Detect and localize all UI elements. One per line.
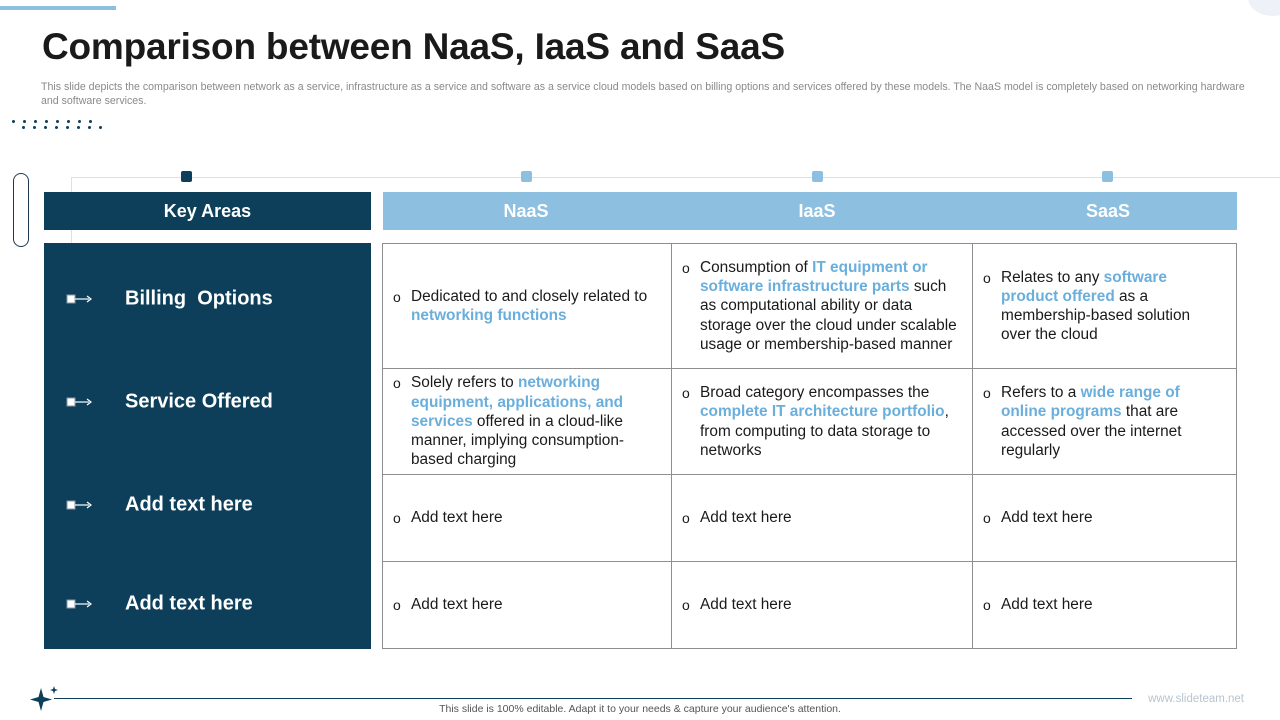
table-cell [383,369,672,475]
cell-text [672,595,806,614]
cell-text-segment: Solely refers to [411,374,518,392]
timeline-marker-naas [521,171,532,182]
cell-text-segment: Add text here [700,509,792,527]
cell-text [672,508,806,527]
cell-text-segment: Add text here [700,596,792,614]
top-accent-bar [0,6,116,10]
cell-text [973,595,1107,614]
arrow-bullet-icon [66,293,94,305]
column-header-saas: SaaS [1085,201,1131,221]
dot [44,126,47,129]
highlighted-text: networking equipment, applications, and services [411,374,624,430]
cell-text-segment: that are accessed over the internet regularly [1001,403,1182,459]
dot [66,126,69,129]
cell-text-segment: Relates to any [1001,268,1104,286]
timeline-marker-iaas [812,171,823,182]
slide-subtitle: This slide depicts the comparison between network as a service, infrastructure as a service and software as a service cloud models based on billing options and services offered by these models. The NaaS model is completely based on networking hardware and software services. [41,81,1245,107]
table-cell [383,475,672,562]
table-cell [672,244,973,369]
cell-text-segment: Dedicated to and closely related to [411,287,648,305]
table-cell [672,475,973,562]
dot [99,126,102,129]
dot [88,126,91,129]
table-cell [973,244,1237,369]
arrow-bullet-icon [66,499,94,511]
corner-decoration [1248,0,1280,16]
key-area-label: Service Offered [125,390,273,413]
dot [45,120,48,123]
table-cell [383,244,672,369]
cell-text [383,508,517,527]
highlighted-text: networking functions [411,307,567,324]
cell-text [973,268,1237,345]
cell-text-segment: offered in a cloud-like manner, implying consumption-based charging [411,412,625,469]
dot [12,120,15,123]
column-header-bar [383,192,1237,230]
cell-text-segment: Add text here [411,596,503,614]
highlighted-text: complete IT architecture portfolio [700,403,945,421]
pill-decoration [13,173,29,247]
footer-divider [54,698,1132,699]
table-cell [973,369,1237,475]
dot [56,120,59,123]
cell-text [973,383,1237,460]
highlighted-text: IT equipment or software infrastructure parts [700,258,928,296]
key-area-label: Add text here [125,592,253,615]
footer-note: This slide is 100% editable. Adapt it to your needs & capture your audience's attention. [439,703,841,715]
dot [78,120,81,123]
cell-text [672,258,972,354]
cell-text [973,508,1107,527]
timeline-marker-saas [1102,171,1113,182]
dot [34,120,37,123]
dot [23,120,26,123]
slide-title: Comparison between NaaS, IaaS and SaaS [42,26,785,67]
dot-pattern-decoration [12,120,104,136]
table-cell [383,562,672,648]
cell-text [383,373,671,469]
table-cell [973,475,1237,562]
key-area-label: Add text here [125,493,253,516]
comparison-table [382,243,1237,649]
timeline-horizontal-line [72,177,1280,178]
cell-text-segment: such as computational ability or data storage over the cloud under scalable usage or membership-based manner [700,278,957,353]
dot [67,120,70,123]
table-cell [973,562,1237,648]
dot [89,120,92,123]
key-areas-header: Key Areas [44,192,371,230]
table-cell [672,369,973,475]
cell-text-segment: as a membership-based solution over the cloud [1001,287,1191,344]
dot [33,126,36,129]
dot [77,126,80,129]
cell-text [672,383,972,460]
key-area-label: Billing Options [125,287,273,310]
footer-url: www.slideteam.net [1148,693,1244,705]
cell-text-segment: Add text here [1001,509,1093,527]
cell-text-segment: , from computing to data storage to networks [700,403,949,459]
dot [22,126,25,129]
cell-text [383,595,517,614]
cell-text-segment: Consumption of [700,258,813,276]
dot [55,126,58,129]
timeline-marker-key-areas [181,171,192,182]
cell-text-segment: Add text here [411,509,503,527]
cell-text-segment: Broad category encompasses the [700,384,930,402]
column-header-iaas: IaaS [798,201,836,221]
highlighted-text: wide range of online programs [1001,384,1180,421]
highlighted-text: software product offered [1001,268,1167,305]
cell-text [383,287,671,325]
cell-text-segment: Refers to a [1001,384,1081,402]
arrow-bullet-icon [66,598,94,610]
cell-text-segment: Add text here [1001,596,1093,614]
arrow-bullet-icon [66,396,94,408]
table-cell [672,562,973,648]
column-header-naas: NaaS [503,201,549,221]
